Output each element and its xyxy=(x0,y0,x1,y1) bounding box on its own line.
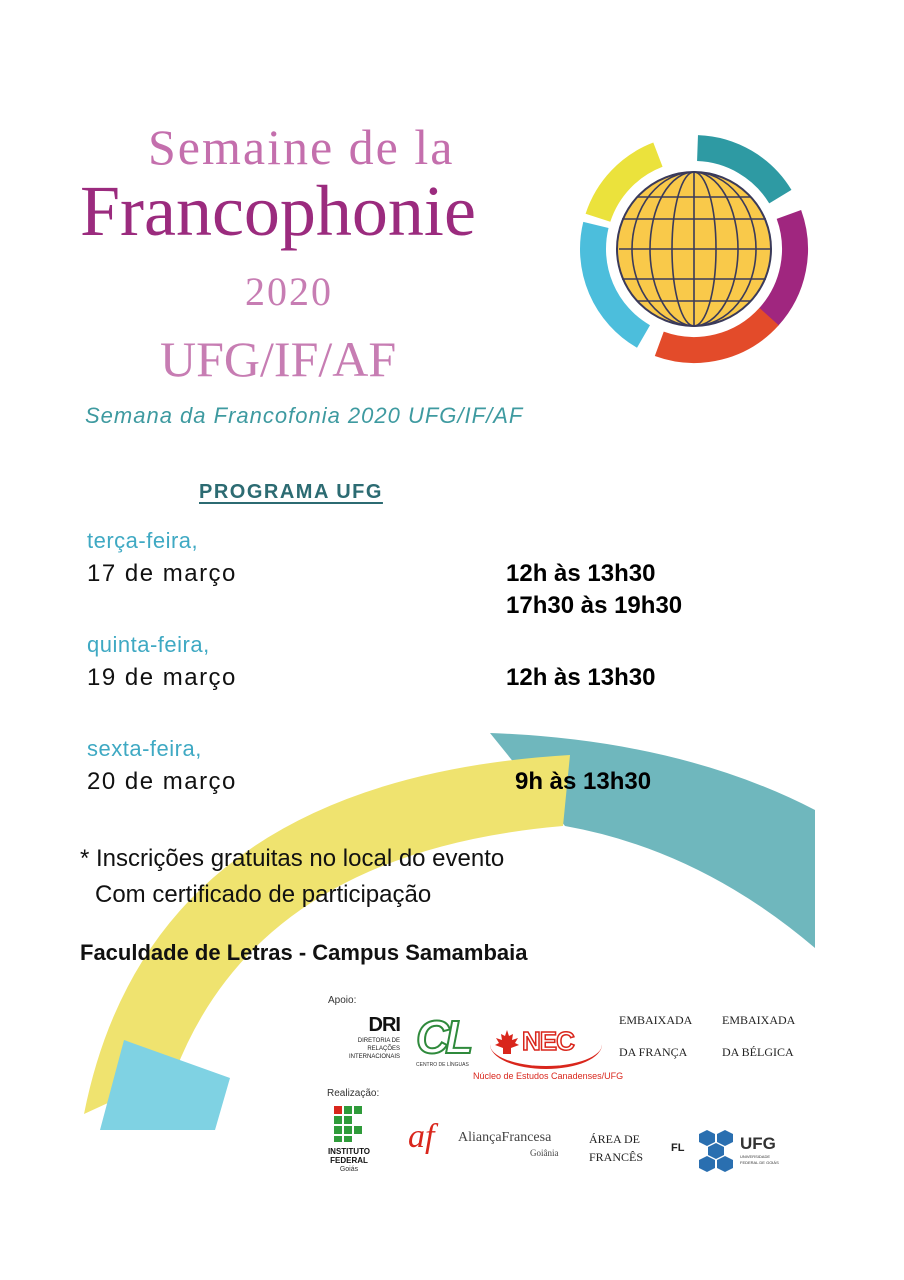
cl-caption: CENTRO DE LÍNGUAS xyxy=(416,1062,469,1068)
dri-line2: RELAÇÕES xyxy=(367,1046,400,1052)
ufg-line2: FEDERAL DE GOIÁS xyxy=(740,1160,779,1165)
nec-caption: Núcleo de Estudos Canadenses/UFG xyxy=(473,1071,624,1081)
day-2-time-1: 12h às 13h30 xyxy=(506,664,656,691)
area-line2: FRANCÊS xyxy=(589,1150,644,1164)
day-1-weekday: terça-feira, xyxy=(87,528,199,553)
ufg-hexagon-icon xyxy=(697,1130,737,1172)
day-3-weekday: sexta-feira, xyxy=(87,736,202,761)
dri-line3: INTERNACIONAIS xyxy=(348,1054,400,1060)
dri-abbr: DRI xyxy=(368,1014,400,1036)
nec-logo xyxy=(490,1020,602,1069)
alianca-city: Goiânia xyxy=(530,1148,559,1158)
alianca-name: AliançaFrancesa xyxy=(458,1130,552,1145)
subtitle: Semana da Francofonia 2020 UFG/IF/AF xyxy=(85,403,524,428)
title-semaine: Semaine de la xyxy=(148,119,455,175)
day-2-date: 19 de março xyxy=(87,664,237,691)
cl-abbr: CL xyxy=(416,1011,470,1063)
realizacao-label: Realização: xyxy=(327,1088,380,1099)
program-title: PROGRAMA UFG xyxy=(199,481,383,503)
globe-icon xyxy=(617,172,771,326)
dri-logo xyxy=(340,1014,400,1061)
apoio-label: Apoio: xyxy=(328,995,357,1006)
embassy-france-line1: EMBAIXADA xyxy=(619,1013,693,1027)
francophonie-globe-logo xyxy=(548,112,838,392)
instituto-line1: INSTITUTO xyxy=(327,1147,371,1156)
day-1-date: 17 de março xyxy=(87,560,237,587)
embassy-belgium-line2: DA BÉLGICA xyxy=(722,1045,794,1059)
title-year: 2020 xyxy=(245,269,333,314)
day-1-time-2: 17h30 às 19h30 xyxy=(506,592,683,619)
alianca-mark: af xyxy=(408,1118,435,1155)
day-2-weekday: quinta-feira, xyxy=(87,632,210,657)
registration-note: * Inscrições gratuitas no local do evento xyxy=(80,845,505,872)
venue: Faculdade de Letras - Campus Samambaia xyxy=(80,940,528,965)
fl-abbr: FL xyxy=(671,1142,685,1154)
ufg-line1: UNIVERSIDADE xyxy=(740,1154,771,1159)
day-1-time-1: 12h às 13h30 xyxy=(506,560,656,587)
day-3-date: 20 de março xyxy=(87,768,237,795)
dri-line1: DIRETORIA DE xyxy=(357,1038,400,1044)
area-line1: ÁREA DE xyxy=(589,1132,640,1146)
ufg-abbr: UFG xyxy=(740,1134,776,1153)
maple-leaf-icon xyxy=(494,1030,520,1054)
instituto-federal-icon xyxy=(334,1106,364,1142)
embassy-belgium-line1: EMBAIXADA xyxy=(722,1013,796,1027)
title-institutions: UFG/IF/AF xyxy=(160,331,397,387)
embassy-france-line2: DA FRANÇA xyxy=(619,1045,688,1059)
instituto-federal-logo xyxy=(320,1106,378,1174)
day-3-time-1: 9h às 13h30 xyxy=(515,768,652,795)
title-francophonie: Francophonie xyxy=(80,171,476,251)
instituto-line2: FEDERAL xyxy=(330,1156,368,1165)
cl-logo xyxy=(416,1011,478,1072)
instituto-line3: Goiás xyxy=(339,1166,359,1173)
nec-abbr: NEC xyxy=(522,1026,574,1056)
certificate-note: Com certificado de participação xyxy=(95,881,432,908)
